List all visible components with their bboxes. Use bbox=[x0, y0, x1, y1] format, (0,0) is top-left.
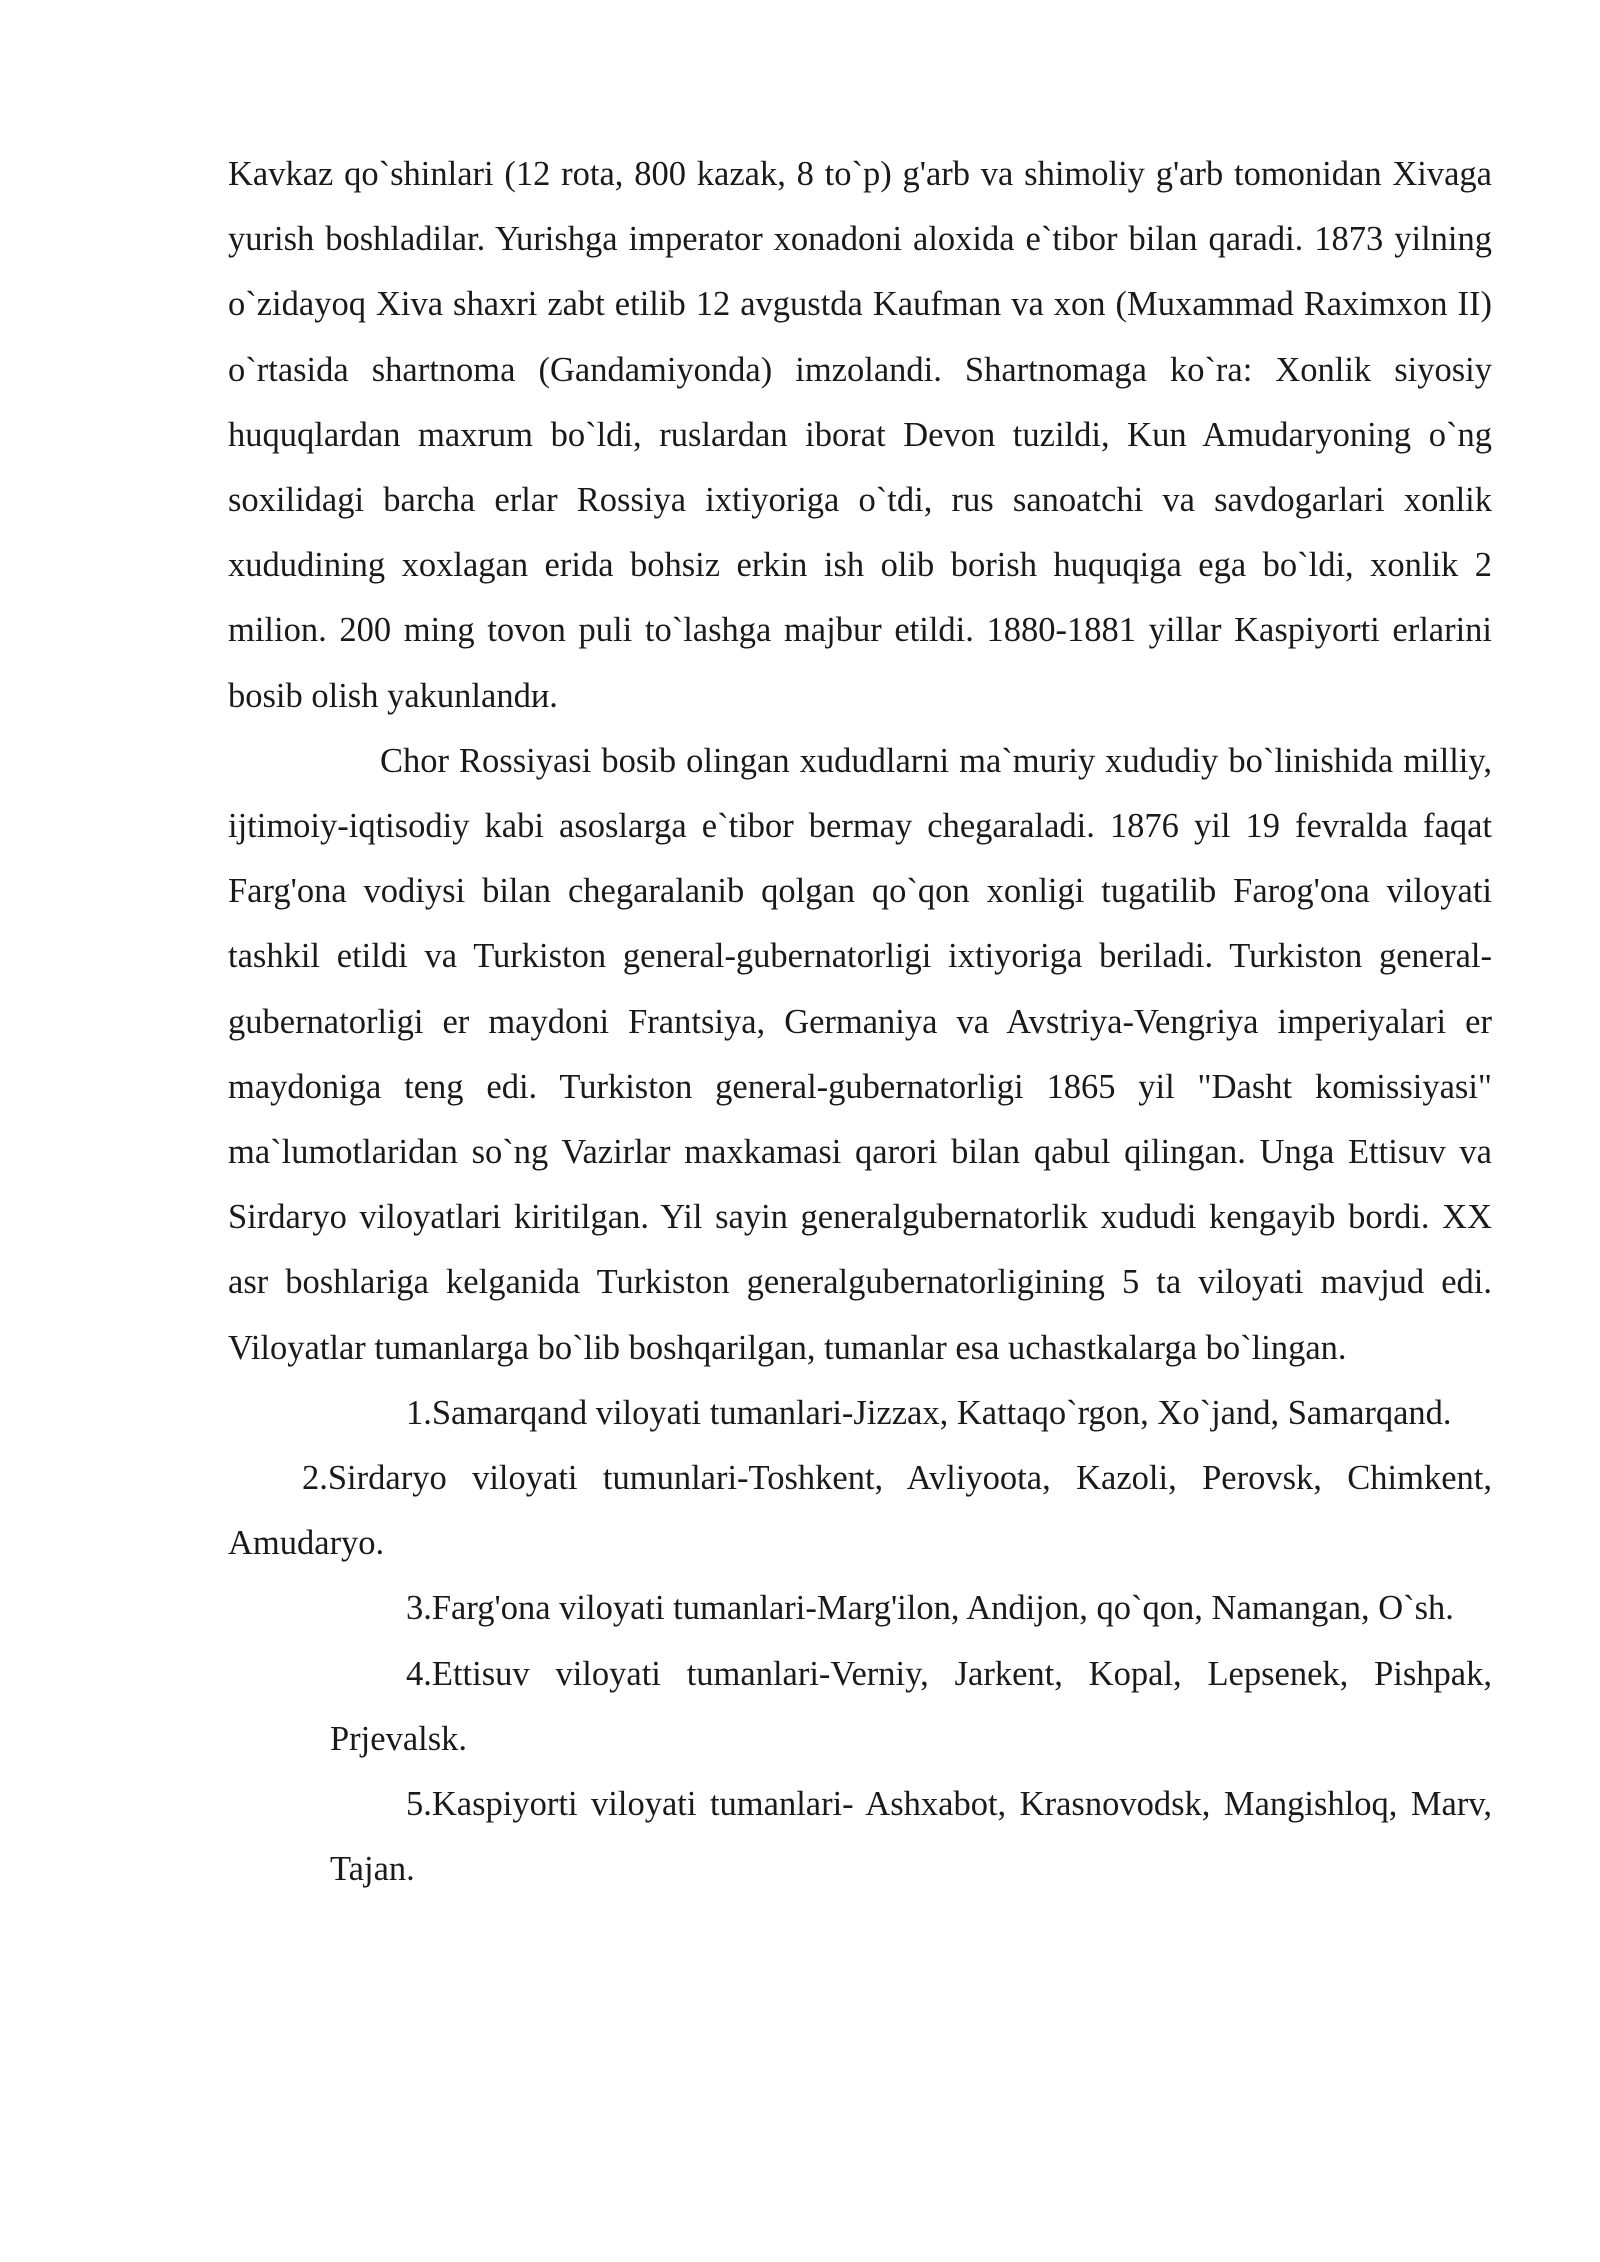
list-item-samarqand: 1.Samarqand viloyati tumanlari-Jizzax, Kattaqo`rgon, Xo`jand, Samarqand. bbox=[406, 1393, 1452, 1432]
list-item-sirdaryo: 2.Sirdaryo viloyati tumunlari-Toshkent, Avliyoota, Kazoli, Perovsk, Chimkent, Amudaryo. bbox=[228, 1459, 1492, 1563]
list-item-ettisuv: 4.Ettisuv viloyati tumanlari-Verniy, Jarkent, Kopal, Lepsenek, Pishpak, Prjevalsk. bbox=[330, 1654, 1492, 1758]
paragraph-administrative-division: Chor Rossiyasi bosib olingan xududlarni ma`muriy xududiy bo`linishida milliy, ijtimoiy-iqtisodiy kabi asoslarga e`tibor bermay chegaraladi. 1876 yil 19 fevralda faqat Farg'ona vodiysi bilan chegaralanib qolgan qo`qon xonligi tugatilib Farog'ona viloyati tashkil etildi va Turkiston general-gubernatorligi ixtiyoriga beriladi. Turkiston general-gubernatorligi er maydoni Frantsiya, Germaniya va Avstriya-Vengriya imperiyalari er maydoniga teng edi. Turkiston general-gubernatorligi 1865 yil "Dasht komissiyasi" ma`lumotlaridan so`ng Vazirlar maxkamasi qarori bilan qabul qilingan. Unga Ettisuv va Sirdaryo viloyatlari kiritilgan. Yil sayin generalgubernatorlik xududi kengayib bordi. XX asr boshlariga kelganida Turkiston generalgubernatorligining 5 ta viloyati mavjud edi. Viloyatlar tumanlarga bo`lib boshqarilgan, tumanlar esa uchastkalarga bo`lingan. bbox=[228, 741, 1492, 1367]
document-body bbox=[228, 142, 1492, 1902]
paragraph-khiva-campaign: Kavkaz qo`shinlari (12 rota, 800 kazak, 8 to`p) g'arb va shimoliy g'arb tomonidan Xivaga yurish boshladilar. Yurishga imperator xonadoni aloxida e`tibor bilan qaradi. 1873 yilning o`zidayoq Xiva shaxri zabt etilib 12 avgustda Kaufman va xon (Muxammad Raximxon II) o`rtasida shartnoma (Gandamiyonda) imzolandi. Shartnomaga ko`ra: Xonlik siyosiy huquqlardan maxrum bo`ldi, ruslardan iborat Devon tuzildi, Kun Amudaryoning o`ng soxilidagi barcha erlar Rossiya ixtiyoriga o`tdi, rus sanoatchi va savdogarlari xonlik xududining xoxlagan erida bohsiz erkin ish olib borish huquqiga ega bo`ldi, xonlik 2 milion. 200 ming tovon puli to`lashga majbur etildi. 1880-1881 yillar Kaspiyorti erlarini bosib olish yakunlandи. bbox=[228, 155, 1492, 715]
list-item-fargona: 3.Farg'ona viloyati tumanlari-Marg'ilon, Andijon, qo`qon, Namangan, O`sh. bbox=[406, 1589, 1454, 1628]
list-item-kaspiyorti: 5.Kaspiyorti viloyati tumanlari- Ashxabot, Krasnovodsk, Mangishloq, Marv, Tajan. bbox=[330, 1785, 1492, 1889]
